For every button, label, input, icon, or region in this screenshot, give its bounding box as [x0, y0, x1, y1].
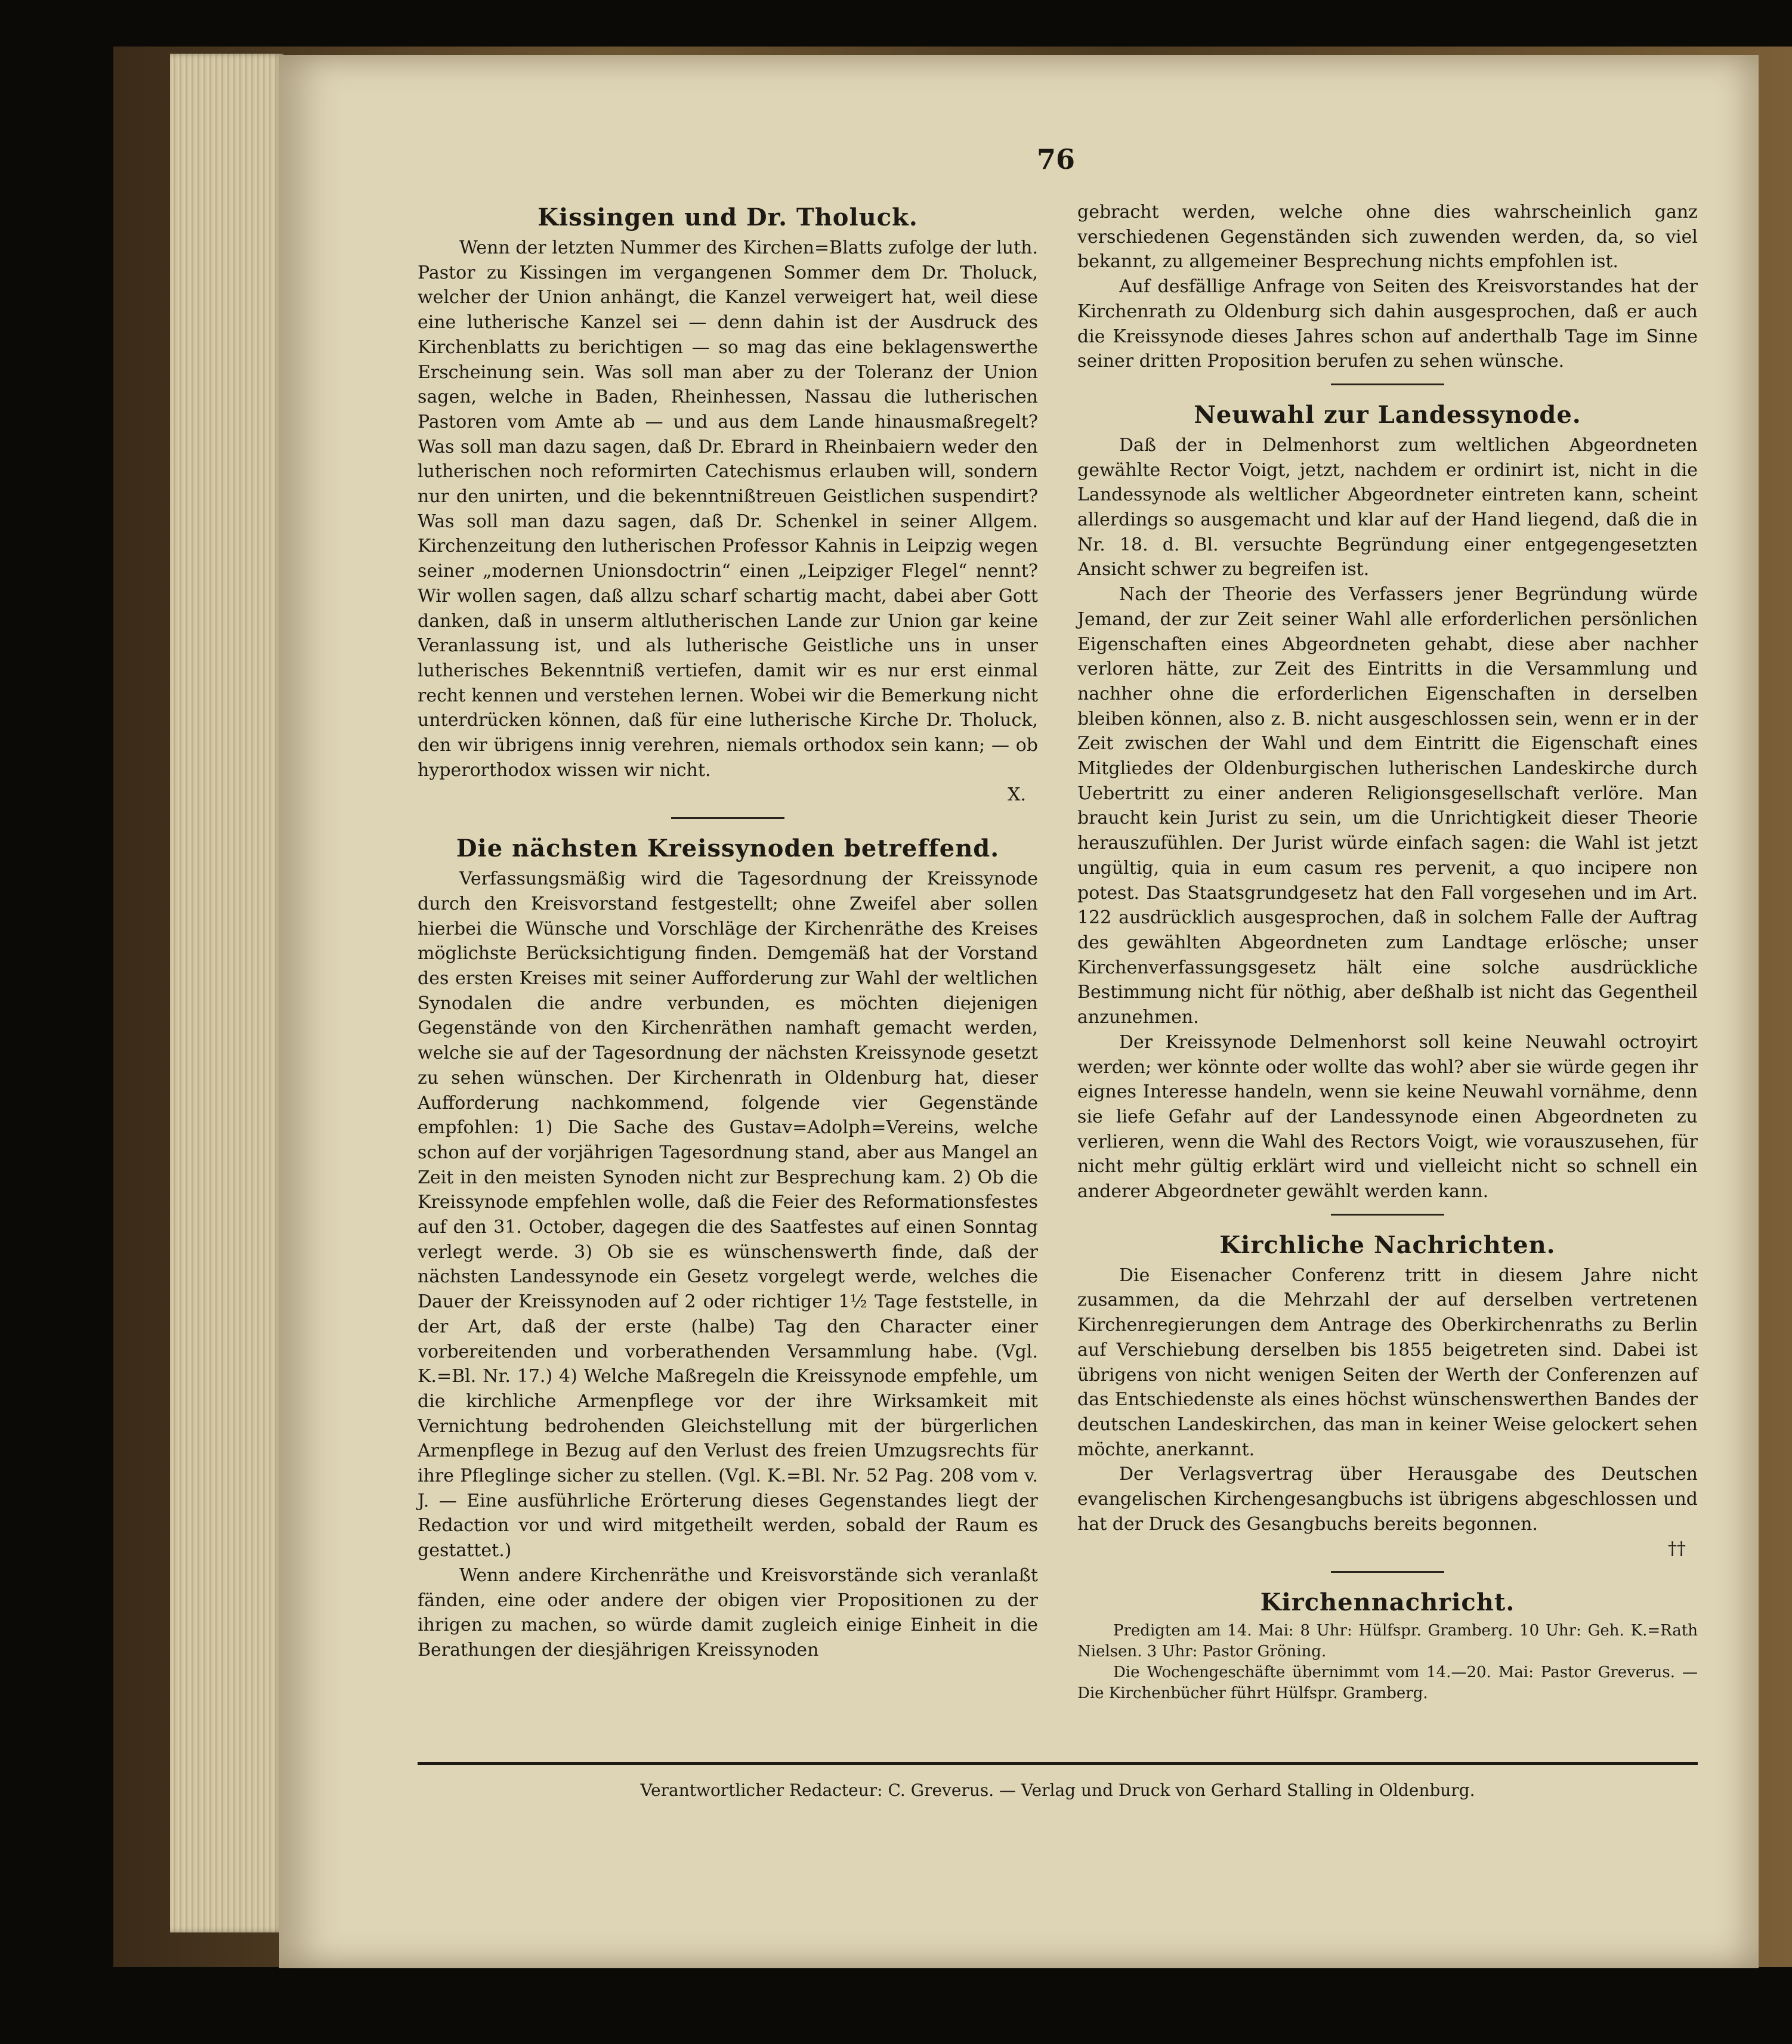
kirchennachricht-line-1: Predigten am 14. Mai: 8 Uhr: Hülfspr. Gramberg. 10 Uhr: Geh. K.=Rath Nielsen. 3 Uhr: Pastor Gröning.	[1077, 1622, 1698, 1661]
page-number: 76	[1036, 143, 1075, 175]
footer-rule	[418, 1762, 1698, 1765]
kreissynoden-heading: Die nächsten Kreissynoden betreffend.	[456, 834, 1000, 863]
section-divider	[1331, 384, 1444, 385]
neuwahl-heading: Neuwahl zur Landessynode.	[1194, 400, 1581, 429]
kirchennachricht-body	[1077, 1621, 1698, 1704]
nachrichten-heading: Kirchliche Nachrichten.	[1219, 1230, 1556, 1259]
kirchennachricht-heading: Kirchennachricht.	[1260, 1588, 1515, 1617]
tholuck-heading: Kissingen und Dr. Tholuck.	[537, 203, 918, 231]
nachrichten-paragraph-2: Der Verlagsvertrag über Herausgabe des Deutschen evangelischen Kirchengesangbuchs ist übrigens abgeschlossen und hat der Druck des Gesangbuchs bereits begonnen.	[1077, 1464, 1698, 1535]
neuwahl-paragraph-3: Der Kreissynode Delmenhorst soll keine Neuwahl octroyirt werden; wer könnte oder wollte das wohl? aber sie würde gegen ihr eignes Interesse handeln, wenn sie keine Neuwahl vornähme, denn sie liefe Gefahr auf der Landessynode einen Abgeordneten zu verlieren, wenn die Wahl des Rectors Voigt, wie vorauszusehen, für nicht mehr gültig erklärt wird und vielleicht nicht so schnell ein anderer Abgeordneter gewählt werden kann.	[1077, 1031, 1698, 1202]
page-edges	[170, 54, 283, 1932]
section-divider	[1331, 1571, 1444, 1573]
kreissynoden-paragraph-1: Verfassungsmäßig wird die Tagesordnung der Kreissynode durch den Kreisvorstand festgestellt; ohne Zweifel aber sollen hierbei die Wünsche und Vorschläge der Kirchenräthe des Kreises möglichste Berücksichtigung finden. Demgemäß hat der Vorstand des ersten Kreises mit seiner Aufforderung zur Wahl der weltlichen Synodalen die andre verbunden, es möchten diejenigen Gegenstände von den Kirchenräthen namhaft gemacht werden, welche sie auf der Tagesordnung der nächsten Kreissynode gesetzt zu sehen wünschen. Der Kirchenrath in Oldenburg hat, dieser Aufforderung nachkommend, folgende vier Gegenstände empfohlen: 1) Die Sache des Gustav=Adolph=Vereins, welche schon auf der vorjährigen Tagesordnung stand, aber aus Mangel an Zeit in den meisten Synoden nicht zur Besprechung kam. 2) Ob die Kreissynode empfehlen wolle, daß die Feier des Reformationsfestes auf den 31. October, dagegen die des Saatfestes auf einen Sonntag verlegt werde. 3) Ob sie es wünschenswerth finde, daß der nächsten Landessynode ein Gesetz vorgelegt werde, welches die Dauer der Kreissynoden auf 2 oder richtiger 1½ Tage feststelle, in der Art, daß der erste (halbe) Tag den Character einer vorbereitenden und vorberathenden Versammlung habe. (Vgl. K.=Bl. Nr. 17.) 4) Welche Maßregeln die Kreissynode empfehle, um die kirchliche Armenpflege vor der ihre Wirksamkeit mit Vernichtung bedrohenden Gleichstellung mit der bürgerlichen Armenpflege in Bezug auf den Verlust des freien Umzugsrechts für ihre Pfleglinge sicher zu stellen. (Vgl. K.=Bl. Nr. 52 Pag. 208 vom v. J. — Eine ausführliche Erörterung dieses Gegenstandes liegt der Redaction vor und wird mitgetheilt werden, sobald der Raum es gestattet.)	[418, 868, 1038, 1561]
kirchennachricht-line-2: Die Wochengeschäfte übernimmt vom 14.—20. Mai: Pastor Greverus. — Die Kirchenbücher führt Hülfspr. Gramberg.	[1077, 1663, 1698, 1703]
continuation-paragraph: gebracht werden, welche ohne dies wahrscheinlich ganz verschiedenen Gegenständen sich zuwenden werden, da, so viel bekannt, zu allgemeiner Besprechung nichts empfohlen ist.	[1077, 202, 1698, 273]
continuation-paragraph-2: Auf desfällige Anfrage von Seiten des Kreisvorstandes hat der Kirchenrath zu Oldenburg sich dahin ausgesprochen, daß er auch die Kreissynode dieses Jahres schon auf anderthalb Tage im Sinne seiner dritten Proposition berufen zu sehen wünsche.	[1077, 276, 1698, 372]
section-divider	[671, 817, 784, 819]
tholuck-paragraph: Wenn der letzten Nummer des Kirchen=Blatts zufolge der luth. Pastor zu Kissingen im vergangenen Sommer dem Dr. Tholuck, welcher der Union anhängt, die Kanzel verweigert hat, weil diese eine lutherische Kanzel sei — denn dahin ist der Ausdruck des Kirchenblatts zu berichtigen — so mag das eine beklagenswerthe Erscheinung sein. Was soll man aber zu der Toleranz der Union sagen, welche in Baden, Rheinhessen, Nassau die lutherischen Pastoren vom Amte ab — und aus dem Lande hinausmaßregelt? Was soll man dazu sagen, daß Dr. Ebrard in Rheinbaiern weder den lutherischen noch reformirten Catechismus erlauben will, sondern nur den unirten, und die bekenntnißtreuen Geistlichen suspendirt? Was soll man dazu sagen, daß Dr. Schenkel in seiner Allgem. Kirchenzeitung den lutherischen Professor Kahnis in Leipzig wegen seiner „modernen Unionsdoctrin“ einen „Leipziger Flegel“ nennt? Wir wollen sagen, daß allzu scharf schartig macht, dabei aber Gott danken, daß in unserm altlutherischen Lande zur Union gar keine Veranlassung ist, und als lutherische Geistliche uns in unser lutherisches Bekenntniß vertiefen, damit wir es nur erst einmal recht kennen und verstehen lernen. Wobei wir die Bemerkung nicht unterdrücken können, daß für eine lutherische Kirche Dr. Tholuck, den wir übrigens innig verehren, niemals orthodox sein kann; — ob hyperorthodox wissen wir nicht.	[418, 237, 1038, 781]
nachrichten-paragraph-1: Die Eisenacher Conferenz tritt in diesem Jahre nicht zusammen, da die Mehrzahl der auf derselben vertretenen Kirchenregierungen dem Antrage des Oberkirchenraths zu Berlin auf Verschiebung derselben bis 1855 beigetreten sind. Dabei ist übrigens von nicht wenigen Seiten der Werth der Conferenzen auf das Entschiedenste als eines höchst wünschenswerthen Bandes der deutschen Landeskirchen, das man in keiner Weise gelockert sehen möchte, anerkannt.	[1077, 1264, 1698, 1460]
right-column	[1077, 200, 1698, 1704]
section-divider	[1331, 1214, 1444, 1216]
kreissynoden-paragraph-2: Wenn andere Kirchenräthe und Kreisvorstände sich veranlaßt fänden, eine oder andere der obigen vier Propositionen zu der ihrigen zu machen, so würde damit zugleich einige Einheit in die Berathungen der diesjährigen Kreissynoden	[418, 1564, 1038, 1660]
tholuck-signature: X.	[1008, 784, 1026, 806]
nachrichten-signature: ††	[1668, 1538, 1686, 1560]
neuwahl-paragraph-2: Nach der Theorie des Verfassers jener Begründung würde Jemand, der zur Zeit seiner Wahl alle erforderlichen persönlichen Eigenschaften eines Abgeordneten gehabt, diese aber nachher verloren hätte, zur Zeit des Eintritts in die Versammlung und nachher ohne die erforderlichen Eigenschaften in derselben bleiben können, also z. B. nicht ausgeschlossen sein, wenn er in der Zeit zwischen der Wahl und dem Eintritt die Eigenschaft eines Mitgliedes der Oldenburgischen lutherischen Landeskirche durch Uebertritt zu einer anderen Religionsgesellschaft verlöre. Man braucht kein Jurist zu sein, um die Unrichtigkeit dieser Theorie herauszufühlen. Der Jurist würde einfach sagen: die Wahl ist jetzt ungültig, quia in eum casum res pervenit, a quo incipere non potest. Das Staatsgrundgesetz hat den Fall vorgesehen und im Art. 122 ausdrücklich ausgesprochen, daß in solchem Falle der Auftrag des gewählten Abgeordneten zum Landtage erlösche; unser Kirchenverfassungsgesetz hält eine solche ausdrückliche Bestimmung nicht für nöthig, aber deßhalb ist nicht das Gegentheil anzunehmen.	[1077, 584, 1698, 1028]
imprint-footer: Verantwortlicher Redacteur: C. Greverus. — Verlag und Druck von Gerhard Stalling in Oldenburg.	[640, 1780, 1475, 1800]
neuwahl-paragraph-1: Daß der in Delmenhorst zum weltlichen Abgeordneten gewählte Rector Voigt, jetzt, nachdem er ordinirt ist, nicht in die Landessynode als weltlicher Abgeordneter eintreten kann, scheint allerdings so ausgemacht und klar auf der Hand liegend, daß die in Nr. 18. d. Bl. versuchte Begründung einer entgegengesetzten Ansicht schwer zu begreifen ist.	[1077, 434, 1698, 580]
left-column	[418, 200, 1038, 1663]
